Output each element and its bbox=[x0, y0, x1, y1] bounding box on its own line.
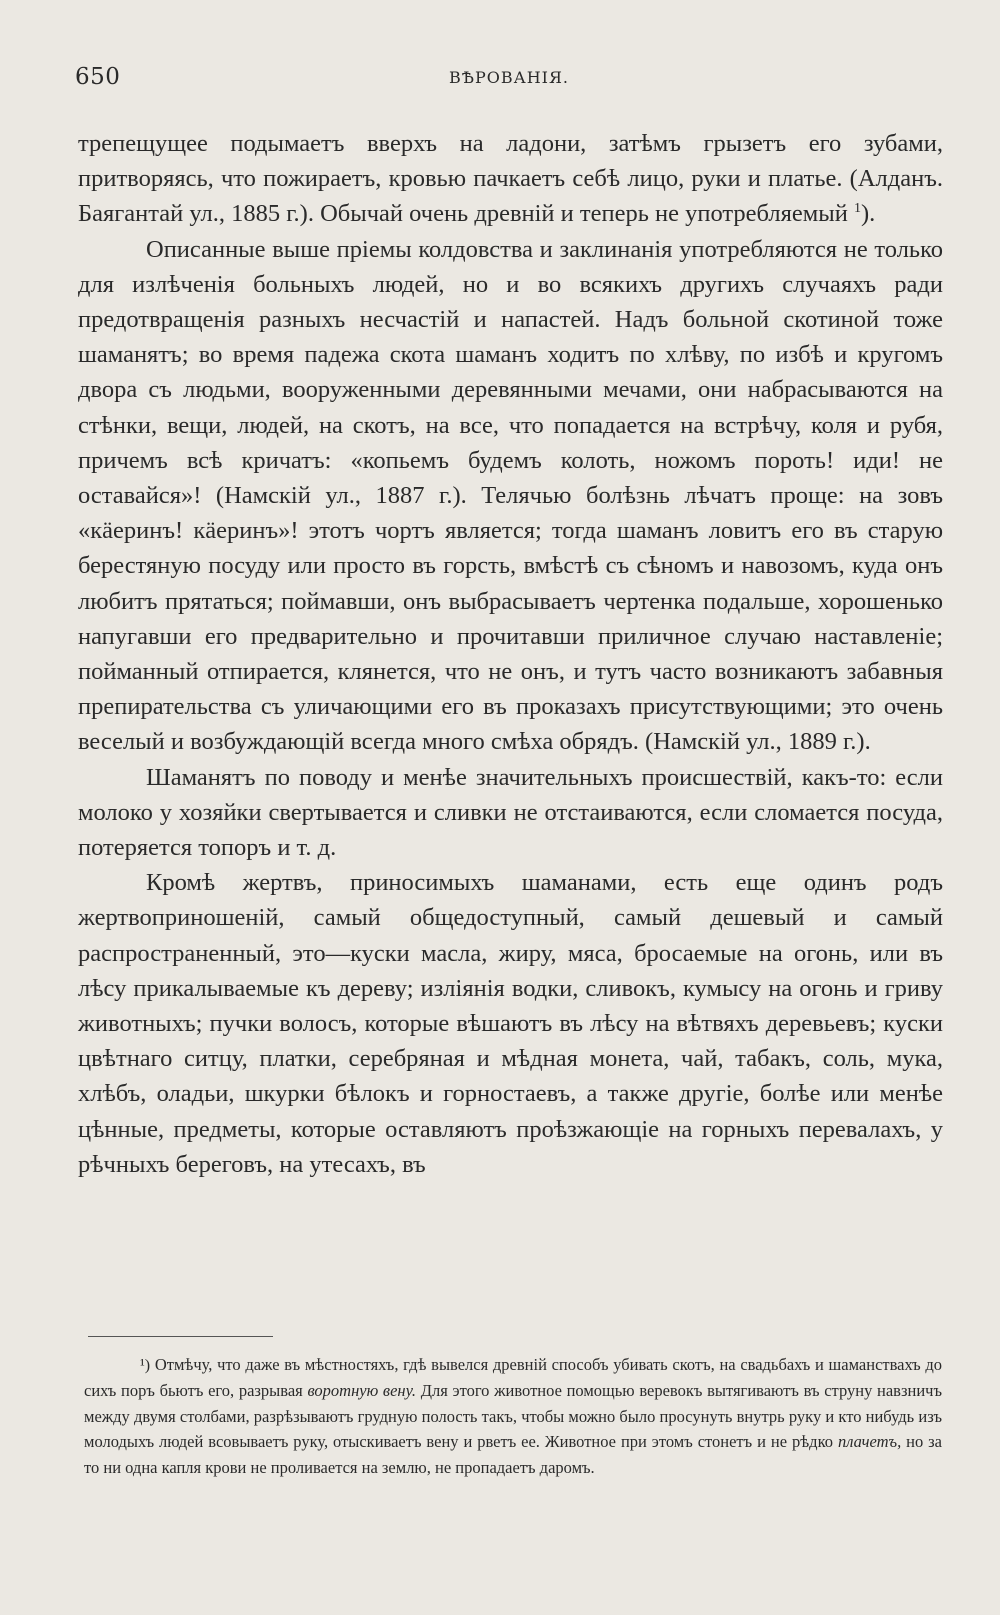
paragraph-4: Кромѣ жертвъ, приносимыхъ шаманами, есть еще одинъ родъ жертвоприношеній, самый общедоступный, самый дешевый и самый распространенный, это—куски масла, жиру, мяса, бросаемые на огонь, или въ лѣсу прикалываемые къ дереву; изліянія водки, сливокъ, кумысу на огонь и гриву животныхъ; пучки волосъ, которые вѣшаютъ въ лѣсу на вѣтвяхъ деревьевъ; куски цвѣтнаго ситцу, платки, серебряная и мѣдная монета, чай, табакъ, соль, мука, хлѣбъ, оладьи, шкурки бѣлокъ и горностаевъ, а также другіе, болѣе или менѣе цѣнные, предметы, которые оставляютъ проѣзжающіе на горныхъ перевалахъ, у рѣчныхъ береговъ, на утесахъ, въ bbox=[78, 869, 943, 1178]
footnote-italic: плачетъ, bbox=[837, 1432, 902, 1452]
paragraph-2: Описанные выше пріемы колдовства и заклинанія употребляются не только для излѣченія больныхъ людей, но и во всякихъ другихъ случаяхъ ради предотвращенія разныхъ несчастій и напастей. Надъ больной скотиной тоже шаманятъ; во время падежа скота шаманъ ходитъ по хлѣву, по избѣ и кругомъ двора съ людьми, вооруженными деревянными мечами, они набрасываются на стѣнки, вещи, людей, на скотъ, на все, что попадается на встрѣчу, коля и рубя, причемъ всѣ кричатъ: «копьемъ будемъ колоть, ножомъ пороть! иди! не оставайся»! (Намскій ул., 1887 г.). Телячью болѣзнь лѣчатъ проще: на зовъ «кäеринъ! кäеринъ»! этотъ чортъ является; тогда шаманъ ловитъ его въ старую берестяную посуду или просто въ горсть, вмѣстѣ съ сѣномъ и навозомъ, куда онъ любитъ прятаться; поймавши, онъ выбрасываетъ чертенка подальше, хорошенько напугавши его предварительно и прочитавши приличное случаю наставленіе; пойманный отпирается, клянется, что не онъ, и тутъ часто возникаютъ забавныя препирательства съ уличающими его въ проказахъ присутствующими; это очень веселый и возбуждающій всегда много смѣха обрядъ. (Намскій ул., 1889 г.). bbox=[78, 235, 943, 756]
footnote-text: Для этого животное помощью веревокъ вытягиваютъ въ струну навзничъ между двумя столбами, разрѣзываютъ грудную полость такъ, чтобы можно было просунуть внутрь руку и кто нибудь изъ молодыхъ людей всовываетъ руку, отыскиваетъ вену и рветъ ее. Животное при этомъ стонетъ и не рѣдко bbox=[84, 1381, 942, 1452]
paragraph-3: Шаманятъ по поводу и менѣе значительныхъ происшествій, какъ-то: если молоко у хозяйки свертывается и сливки не отстаиваются, если сломается посуда, потеряется топоръ и т. д. bbox=[78, 763, 943, 862]
footnote-italic: воротную вену. bbox=[307, 1381, 416, 1401]
running-title: ВѢРОВАНІЯ. bbox=[449, 68, 569, 87]
footnote-reference: 1 bbox=[853, 201, 861, 217]
main-text bbox=[78, 126, 943, 1182]
footnote bbox=[84, 1352, 942, 1480]
paragraph-tail: ). bbox=[860, 200, 876, 228]
page-header bbox=[75, 64, 943, 104]
paragraph-text: трепещущее подымаетъ вверхъ на ладони, затѣмъ грызетъ его зубами, притворяясь, что пожираетъ, кровью пачкаетъ себѣ лицо, руки и платье. (Алданъ. Баягантай ул., 1885 г.). Обычай очень древній и теперь не употребляемый bbox=[78, 130, 943, 228]
page-number: 650 bbox=[75, 64, 121, 90]
footnote-text: Отмѣчу, что даже въ мѣстностяхъ, гдѣ вывелся древній способъ убивать скотъ, на свадьбахъ и шаманствахъ до сихъ поръ бьютъ его, разрывая bbox=[84, 1355, 942, 1401]
footnote-text: но за то ни одна капля крови не проливается на землю, не пропадаетъ даромъ. bbox=[84, 1432, 942, 1477]
footnote-divider bbox=[88, 1336, 273, 1337]
paragraph-1 bbox=[78, 126, 943, 232]
footnote-mark: ¹) bbox=[140, 1357, 151, 1374]
